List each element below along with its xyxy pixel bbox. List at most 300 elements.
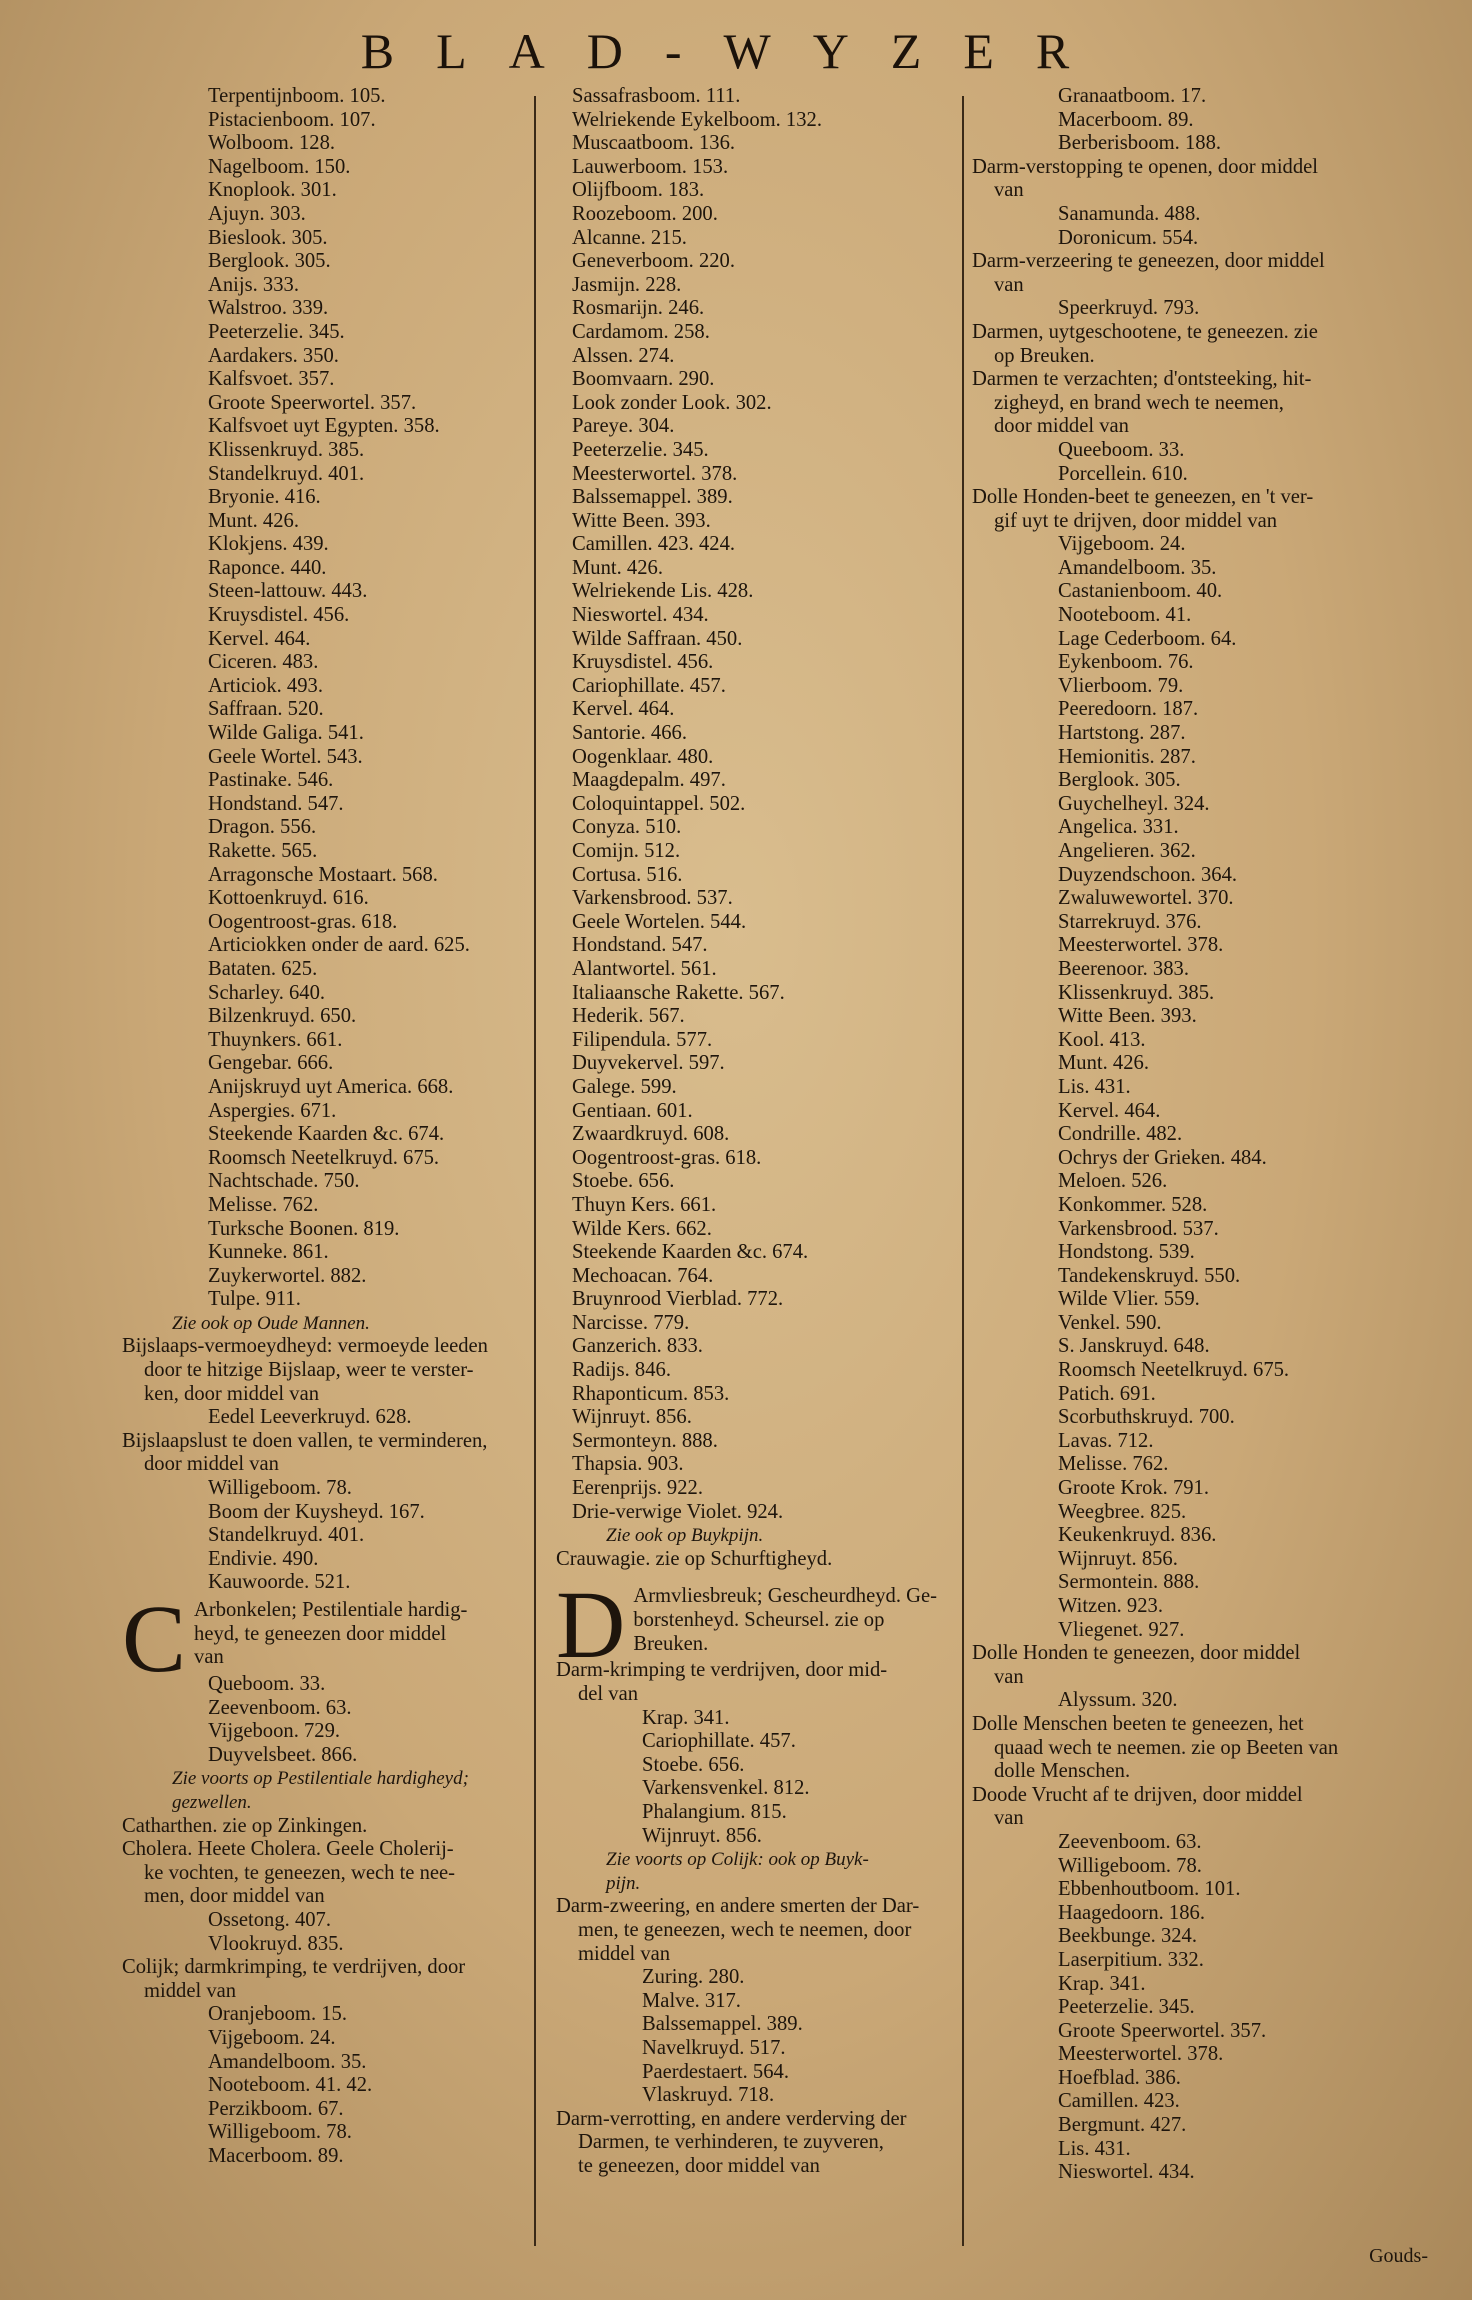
list-item: Beerenoor. 383. [1058,957,1189,980]
text-line: Armvliesbreuk; Gescheurdheyd. Ge- [633,1585,937,1608]
index-heading [122,1956,542,2003]
entry-list [122,2003,542,2168]
list-item: Groote Speerwortel. 357. [208,391,417,414]
list-item: Aardakers. 350. [208,344,339,367]
list-item: Groote Speerwortel. 357. [1058,2019,1267,2042]
entry-list [972,297,1412,321]
list-item: Hoefblad. 386. [1058,2066,1181,2089]
cross-reference: Zie ook op Buykpijn. [606,1525,764,1547]
text-line: door te hitzige Bijslaap, weer te verster- [144,1359,474,1382]
list-item: Meesterwortel. 378. [572,462,738,485]
list-item: Kalfsvoet uyt Egypten. 358. [208,415,440,438]
list-item: Rosmarijn. 246. [572,297,705,320]
index-heading [972,368,1412,439]
list-item: Steen-lattouw. 443. [208,580,368,603]
list-item: Zuring. 280. [642,1966,745,1989]
list-item: Santorie. 466. [572,722,687,745]
list-item: Klokjens. 439. [208,533,329,556]
list-item: Kervel. 464. [1058,1099,1161,1122]
list-item: Phalangium. 815. [642,1800,787,1823]
list-item: Queboom. 33. [208,1673,326,1695]
list-item: Willigeboom. 78. [1058,1854,1202,1877]
list-item: Anijskruyd uyt America. 668. [208,1075,454,1098]
list-item: Angelieren. 362. [1058,840,1196,862]
text-line: Doode Vrucht af te drijven, door middel [972,1783,1303,1806]
list-item: Laserpitium. 332. [1058,1948,1204,1971]
list-item: Kool. 413. [1058,1028,1146,1051]
list-item: Berglook. 305. [1058,769,1181,792]
list-item: Peeredoorn. 187. [1058,698,1199,721]
list-item: Vlierboom. 79. [1058,674,1184,697]
list-item: Raponce. 440. [208,556,327,579]
list-item: Geneverboom. 220. [572,250,735,273]
list-item: Comijn. 512. [572,840,681,862]
list-item: Turksche Boonen. 819. [208,1217,400,1240]
list-item: Oogentroost-gras. 618. [208,910,398,933]
list-item: Cortusa. 516. [572,863,683,886]
list-item: Haagedoorn. 186. [1058,1901,1205,1924]
list-item: Wolboom. 128. [208,132,336,155]
list-item: Berberisboom. 188. [1058,132,1222,155]
list-item: Guychelheyl. 324. [1058,792,1210,815]
list-item: Varkensvenkel. 812. [642,1777,810,1800]
text-line: middel van [144,1979,237,2002]
list-item: Boom der Kuysheyd. 167. [208,1500,425,1523]
list-item: Varkensbrood. 537. [572,887,733,910]
list-item: Vliegenet. 927. [1058,1618,1185,1641]
list-item: Muscaatboom. 136. [572,132,736,155]
list-item: Italiaansche Rakette. 567. [572,981,785,1004]
list-item: Arragonsche Mostaart. 568. [208,863,438,886]
list-item: Walstroo. 339. [208,297,329,320]
list-item: Filipendula. 577. [572,1028,713,1051]
column-2 [556,85,974,2178]
list-item: Balssemappel. 389. [572,486,733,509]
index-heading [122,1430,542,1477]
list-item: Kunneke. 861. [208,1241,329,1264]
list-item: Tulpe. 911. [208,1288,301,1311]
text-line: door middel van [994,415,1129,438]
list-item: Witte Been. 393. [1058,1005,1197,1028]
list-item: Alssen. 274. [572,344,675,367]
list-item: Pareye. 304. [572,415,675,438]
list-item: Camillen. 423. 424. [572,533,736,556]
text-line: Dolle Honden-beet te geneezen, en 't ver- [972,486,1314,509]
entry-list [122,1406,542,1430]
list-item: Venkel. 590. [1058,1311,1162,1334]
list-item: Boomvaarn. 290. [572,368,715,391]
list-item: Melisse. 762. [1058,1453,1169,1476]
list-item: Navelkruyd. 517. [642,2036,786,2059]
index-heading: Crauwagie. zie op Schurftigheyd. [556,1547,833,1570]
text-line: Zie voorts op Pestilentiale hardigheyd; [172,1768,469,1790]
list-item: Eedel Leeverkruyd. 628. [208,1406,412,1429]
column-3 [972,85,1412,2185]
text-line: borstenheyd. Scheursel. zie op [633,1609,885,1631]
text-line: van [994,1807,1024,1830]
list-item: Peeterzelie. 345. [1058,1996,1195,2019]
list-item: Saffraan. 520. [208,698,324,721]
entry-list [122,85,542,1312]
text-line: Breuken. [633,1632,709,1655]
list-item: Galege. 599. [572,1075,677,1098]
list-item: Nieswortel. 434. [572,604,709,627]
list-item: Witte Been. 393. [572,509,711,532]
list-item: S. Janskruyd. 648. [1058,1335,1210,1358]
list-item: Bieslook. 305. [208,226,328,249]
text-line: ken, door middel van [144,1382,320,1405]
list-item: Balssemappel. 389. [642,2013,803,2036]
list-item: Kalfsvoet. 357. [208,368,335,391]
list-item: Rakette. 565. [208,840,318,862]
list-item: Bergmunt. 427. [1058,2114,1187,2137]
list-item: Wijnruyt. 856. [642,1824,762,1847]
list-item: Endivie. 490. [208,1547,319,1570]
list-item: Nooteboom. 41. [1058,604,1192,627]
list-item: Lavas. 712. [1058,1429,1154,1452]
entry-list [556,1966,974,2108]
list-item: Drie-verwige Violet. 924. [572,1500,784,1523]
text-line: Darmen te verzachten; d'ontsteeking, hit- [972,368,1312,391]
text-line: Dolle Menschen beeten te geneezen, het [972,1712,1304,1735]
list-item: Ochrys der Grieken. 484. [1058,1146,1267,1169]
list-item: Sermonteyn. 888. [572,1429,718,1452]
list-item: Duyvelsbeet. 866. [208,1743,358,1766]
list-item: Zwaluwewortel. 370. [1058,887,1234,910]
index-heading [972,1713,1412,1784]
catchword: Gouds- [1369,2245,1428,2267]
list-item: Vlaskruyd. 718. [642,2084,775,2107]
list-item: Ossetong. 407. [208,1908,331,1931]
list-item: Oogentroost-gras. 618. [572,1146,762,1169]
text-line: dolle Menschen. [994,1760,1131,1783]
list-item: Bryonie. 416. [208,486,321,509]
text-line: Cholera. Heete Cholera. Geele Cholerij- [122,1838,454,1861]
list-item: Klissenkruyd. 385. [208,438,365,461]
text-line: Darm-zweering, en andere smerten der Dar- [556,1895,920,1918]
text-line: men, te geneezen, wech te neemen, door [578,1918,912,1941]
list-item: Melisse. 762. [208,1193,319,1216]
entry-list [972,85,1412,156]
list-item: Nooteboom. 41. 42. [208,2074,373,2097]
list-item: Standelkruyd. 401. [208,462,365,485]
list-item: Steekende Kaarden &c. 674. [572,1241,809,1264]
list-item: Gengebar. 666. [208,1052,334,1075]
list-item: Look zonder Look. 302. [572,391,772,414]
list-item: Geele Wortel. 543. [208,745,363,768]
list-item: Oranjeboom. 15. [208,2003,347,2026]
list-item: Berglook. 305. [208,250,331,273]
list-item: Wilde Vlier. 559. [1058,1288,1200,1311]
index-heading [972,156,1412,203]
list-item: Tandekenskruyd. 550. [1058,1264,1241,1287]
entry-list [122,1909,542,1956]
text-line: Darmen, uytgeschootene, te geneezen. zie [972,320,1318,343]
entry-list [972,439,1412,486]
list-item: Krap. 341. [642,1706,730,1729]
list-item: Condrille. 482. [1058,1123,1183,1146]
list-item: Willigeboom. 78. [208,1477,352,1500]
list-item: Kruysdistel. 456. [208,604,350,627]
list-item: Vijgeboom. 24. [1058,533,1186,556]
list-item: Keukenkruyd. 836. [1058,1524,1217,1547]
entry-list [122,1477,542,1595]
list-item: Varkensbrood. 537. [1058,1217,1219,1240]
drop-cap: D [556,1571,626,1679]
index-heading: Catharthen. zie op Zinkingen. [122,1814,368,1837]
text-line: Colijk; darmkrimping, te verdrijven, door [122,1956,466,1979]
list-item: Standelkruyd. 401. [208,1524,365,1547]
list-item: Articiokken onder de aard. 625. [208,934,470,957]
list-item: Amandelboom. 35. [1058,556,1217,579]
text-line: heyd, te geneezen door middel [194,1622,447,1645]
text-line: te geneezen, door middel van [578,2154,820,2177]
entry-list [556,1707,974,1849]
list-item: Weegbree. 825. [1058,1500,1187,1523]
list-item: Thuynkers. 661. [208,1028,343,1051]
list-item: Oogenklaar. 480. [572,745,714,768]
text-line: gif uyt te drijven, door middel van [994,509,1278,532]
text-line: Darm-krimping te verdrijven, door mid- [556,1659,888,1682]
list-item: Geele Wortelen. 544. [572,910,747,933]
index-heading [972,1784,1412,1831]
text-line: van [994,1665,1024,1688]
list-item: Ciceren. 483. [208,651,319,674]
list-item: Doronicum. 554. [1058,226,1199,249]
list-item: Meesterwortel. 378. [1058,2043,1224,2066]
list-item: Narcisse. 779. [572,1311,690,1334]
text-line: del van [578,1683,639,1705]
text-line: van [994,179,1024,202]
list-item: Munt. 426. [1058,1052,1149,1075]
list-item: Cariophillate. 457. [572,674,726,697]
list-item: Coloquintappel. 502. [572,792,746,815]
list-item: Pistacienboom. 107. [208,108,376,131]
list-item: Roomsch Neetelkruyd. 675. [1058,1359,1290,1382]
list-item: Anijs. 333. [208,273,299,296]
text-line: middel van [578,1942,671,1965]
list-item: Bilzenkruyd. 650. [208,1005,357,1028]
list-item: Jasmijn. 228. [572,273,682,296]
list-item: Meloen. 526. [1058,1170,1168,1193]
list-item: Kervel. 464. [208,627,311,650]
list-item: Lage Cederboom. 64. [1058,627,1237,650]
list-item: Conyza. 510. [572,816,682,839]
list-item: Steekende Kaarden &c. 674. [208,1123,445,1146]
list-item: Nachtschade. 750. [208,1170,360,1193]
list-item: Sanamunda. 488. [1058,202,1201,225]
list-item: Konkommer. 528. [1058,1193,1208,1216]
entry-list [556,85,974,1524]
list-item: Hartstong. 287. [1058,722,1186,745]
list-item: Cariophillate. 457. [642,1730,796,1753]
list-item: Vlookruyd. 835. [208,1932,344,1955]
cross-reference [122,1767,542,1814]
list-item: Angelica. 331. [1058,816,1179,839]
list-item: Amandelboom. 35. [208,2050,367,2073]
list-item: Scharley. 640. [208,981,326,1004]
list-item: Welriekende Lis. 428. [572,580,754,603]
text-line: Arbonkelen; Pestilentiale hardig- [194,1599,468,1621]
text-line: Darm-verrotting, en andere verderving der [556,2107,907,2130]
list-item: Hondstand. 547. [572,934,708,957]
list-item: Gentiaan. 601. [572,1099,693,1122]
list-item: Nieswortel. 434. [1058,2161,1195,2184]
list-item: Kervel. 464. [572,698,675,721]
index-heading [972,1642,1412,1689]
list-item: Beekbunge. 324. [1058,1925,1197,1948]
text-line: zigheyd, en brand wech te neemen, [994,391,1284,414]
column-1 [122,85,542,2168]
list-item: Wilde Kers. 662. [572,1217,712,1240]
list-item: Wijnruyt. 856. [1058,1547,1178,1570]
list-item: Perzikboom. 67. [208,2097,344,2120]
index-heading [556,1895,974,1966]
index-heading [972,486,1412,533]
list-item: Terpentijnboom. 105. [208,85,386,107]
cross-reference [556,1848,974,1895]
list-item: Duyvekervel. 597. [572,1052,725,1075]
list-item: Alyssum. 320. [1058,1689,1178,1712]
text-line: Zie voorts op Colijk: ook op Buyk- [606,1849,869,1871]
list-item: Witzen. 923. [1058,1595,1163,1617]
text-line: Darm-verstopping te openen, door middel [972,155,1319,178]
list-item: Hondstand. 547. [208,792,344,815]
list-item: Radijs. 846. [572,1359,671,1382]
list-item: Patich. 691. [1058,1382,1156,1405]
list-item: Meesterwortel. 378. [1058,934,1224,957]
list-item: Maagdepalm. 497. [572,769,726,792]
list-item: Zeevenboom. 63. [1058,1830,1202,1853]
list-item: Welriekende Eykelboom. 132. [572,108,822,131]
index-heading [122,1335,542,1406]
list-item: Pastinake. 546. [208,769,334,792]
list-item: Wilde Saffraan. 450. [572,627,743,650]
list-item: Peeterzelie. 345. [572,438,709,461]
text-line: Bijslaapslust te doen vallen, te verminderen, [122,1429,488,1452]
list-item: Castanienboom. 40. [1058,580,1223,603]
list-item: Wilde Galiga. 541. [208,722,364,745]
drop-cap: C [122,1585,187,1692]
list-item: Alantwortel. 561. [572,957,717,980]
list-item: Thuyn Kers. 661. [572,1193,717,1216]
text-line: van [194,1646,224,1669]
list-item: Peeterzelie. 345. [208,320,345,343]
list-item: Olijfboom. 183. [572,179,705,202]
list-item: Zuykerwortel. 882. [208,1264,367,1287]
list-item: Eerenprijs. 922. [572,1477,703,1500]
index-heading [972,321,1412,368]
text-line: Darm-verzeering te geneezen, door middel [972,250,1325,273]
list-item: Sermontein. 888. [1058,1571,1200,1594]
list-item: Stoebe. 656. [572,1170,675,1193]
list-item: Roozeboom. 200. [572,202,718,225]
list-item: Kauwoorde. 521. [208,1571,351,1594]
list-item: Roomsch Neetelkruyd. 675. [208,1146,440,1169]
list-item: Vijgeboom. 24. [208,2026,336,2049]
list-item: Queeboom. 33. [1058,438,1185,461]
list-item: Bataten. 625. [208,957,318,980]
list-item: Kottoenkruyd. 616. [208,887,369,910]
list-item: Klissenkruyd. 385. [1058,981,1215,1004]
list-item: Hondstong. 539. [1058,1241,1195,1264]
list-item: Cardamom. 258. [572,320,710,343]
index-heading [122,1838,542,1909]
list-item: Lis. 431. [1058,1075,1131,1098]
list-item: Dragon. 556. [208,816,317,839]
list-item: Rhaponticum. 853. [572,1382,730,1405]
index-heading [556,2108,974,2179]
list-item: Sassafrasboom. 111. [572,85,741,107]
list-item: Paerdestaert. 564. [642,2060,789,2083]
list-item: Stoebe. 656. [642,1753,745,1776]
text-line: Dolle Honden te geneezen, door middel [972,1642,1301,1665]
list-item: Macerboom. 89. [208,2144,344,2167]
list-item: Mechoacan. 764. [572,1264,714,1287]
list-item: Eykenboom. 76. [1058,651,1194,674]
list-item: Ganzerich. 833. [572,1335,703,1358]
entry-list [972,533,1412,1642]
list-item: Granaatboom. 17. [1058,85,1207,107]
list-item: Ebbenhoutboom. 101. [1058,1878,1241,1901]
list-item: Kruysdistel. 456. [572,651,714,674]
text-line: quaad wech te neemen. zie op Beeten van [994,1736,1339,1759]
list-item: Knoplook. 301. [208,179,337,202]
entry-list [972,1831,1412,2185]
list-item: Munt. 426. [572,556,663,579]
list-item: Zwaardkruyd. 608. [572,1123,730,1146]
list-item: Porcellein. 610. [1058,462,1188,485]
list-item: Alcanne. 215. [572,226,687,249]
list-item: Zeevenboom. 63. [208,1696,352,1719]
text-line: pijn. [606,1872,641,1894]
list-item: Speerkruyd. 793. [1058,297,1200,320]
list-item: Macerboom. 89. [1058,108,1194,131]
list-item: Aspergies. 671. [208,1099,337,1122]
index-heading [972,250,1412,297]
list-item: Nagelboom. 150. [208,155,351,178]
cross-reference: Zie ook op Oude Mannen. [172,1312,370,1334]
text-line: gezwellen. [172,1791,252,1813]
list-item: Lauwerboom. 153. [572,155,729,178]
list-item: Articiok. 493. [208,674,323,697]
list-item: Willigeboom. 78. [208,2121,352,2144]
list-item: Starrekruyd. 376. [1058,910,1202,933]
list-item: Groote Krok. 791. [1058,1477,1209,1500]
list-item: Vijgeboon. 729. [208,1720,341,1743]
entry-list [972,203,1412,250]
list-item: Ajuyn. 303. [208,202,306,225]
list-item: Munt. 426. [208,509,299,532]
list-item: Camillen. 423. [1058,2090,1180,2113]
list-item: Malve. 317. [642,1989,741,2012]
list-item: Thapsia. 903. [572,1453,684,1476]
text-line: Bijslaaps-vermoeydheyd: vermoeyde leeden [122,1335,488,1358]
list-item: Scorbuthskruyd. 700. [1058,1406,1235,1429]
list-item: Krap. 341. [1058,1972,1146,1995]
text-line: ke vochten, te geneezen, wech te nee- [144,1861,456,1884]
list-item: Duyzendschoon. 364. [1058,863,1238,886]
list-item: Bruynrood Vierblad. 772. [572,1288,784,1311]
text-line: van [994,273,1024,296]
page-title: BLAD-WYZER [360,23,1112,79]
list-item: Wijnruyt. 856. [572,1406,692,1429]
text-line: op Breuken. [994,344,1095,367]
entry-list [972,1689,1412,1713]
text-line: Darmen, te verhinderen, te zuyveren, [578,2131,884,2154]
list-item: Lis. 431. [1058,2137,1131,2160]
list-item: Hemionitis. 287. [1058,745,1196,768]
